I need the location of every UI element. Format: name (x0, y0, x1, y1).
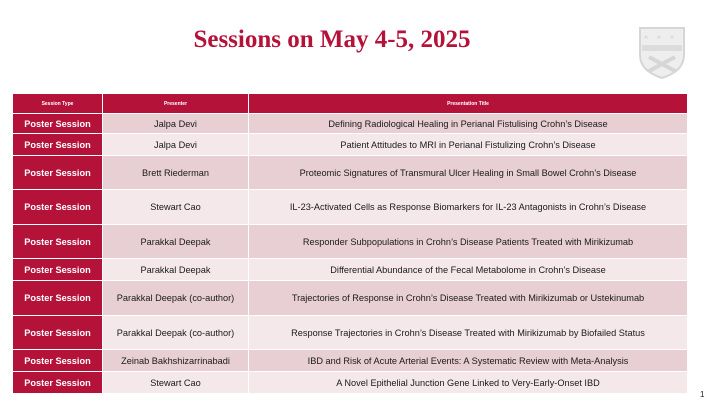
table-header-row (13, 94, 688, 114)
sessions-table (12, 93, 688, 394)
session-type-cell: Poster Session (13, 156, 103, 190)
table-row (13, 156, 688, 190)
presenter-cell: Parakkal Deepak (103, 225, 249, 259)
presenter-cell: Zeinab Bakhshizarrinabadi (103, 350, 249, 372)
page-title: Sessions on May 4-5, 2025 (193, 26, 471, 53)
table-row (13, 316, 688, 350)
presenter-cell: Stewart Cao (103, 190, 249, 225)
header-session-type: Session Type (13, 94, 103, 114)
session-type-cell: Poster Session (13, 316, 103, 350)
presenter-cell: Parakkal Deepak (co-author) (103, 281, 249, 316)
presentation-title-cell: Response Trajectories in Crohn’s Disease Treated with Mirikizumab by Biofailed Status (249, 316, 688, 350)
presenter-cell: Parakkal Deepak (co-author) (103, 316, 249, 350)
presentation-title-cell: Responder Subpopulations in Crohn’s Disease Patients Treated with Mirikizumab (249, 225, 688, 259)
session-type-cell: Poster Session (13, 350, 103, 372)
presenter-cell: Jalpa Devi (103, 114, 249, 134)
session-type-cell: Poster Session (13, 190, 103, 225)
page-number: 1 (700, 390, 705, 399)
header-presenter: Presenter (103, 94, 249, 114)
session-type-cell: Poster Session (13, 259, 103, 281)
session-type-cell: Poster Session (13, 372, 103, 394)
presentation-title-cell: Patient Attitudes to MRI in Perianal Fistulizing Crohn’s Disease (249, 134, 688, 156)
session-type-cell: Poster Session (13, 134, 103, 156)
presentation-title-cell: IL-23-Activated Cells as Response Biomarkers for IL-23 Antagonists in Crohn’s Disease (249, 190, 688, 225)
presentation-title-cell: Trajectories of Response in Crohn’s Disease Treated with Mirikizumab or Ustekinumab (249, 281, 688, 316)
presentation-title-cell: A Novel Epithelial Junction Gene Linked to Very-Early-Onset IBD (249, 372, 688, 394)
table-row (13, 190, 688, 225)
table-row (13, 225, 688, 259)
presenter-cell: Stewart Cao (103, 372, 249, 394)
session-type-cell: Poster Session (13, 114, 103, 134)
presentation-title-cell: Differential Abundance of the Fecal Metabolome in Crohn’s Disease (249, 259, 688, 281)
presentation-title-cell: IBD and Risk of Acute Arterial Events: A Systematic Review with Meta-Analysis (249, 350, 688, 372)
presentation-title-cell: Proteomic Signatures of Transmural Ulcer Healing in Small Bowel Crohn’s Disease (249, 156, 688, 190)
presentation-title-cell: Defining Radiological Healing in Perianal Fistulising Crohn’s Disease (249, 114, 688, 134)
table-row (13, 372, 688, 394)
presenter-cell: Parakkal Deepak (103, 259, 249, 281)
presenter-cell: Jalpa Devi (103, 134, 249, 156)
presenter-cell: Brett Riederman (103, 156, 249, 190)
table-row (13, 259, 688, 281)
session-type-cell: Poster Session (13, 225, 103, 259)
header-presentation-title: Presentation Title (249, 94, 688, 114)
session-type-cell: Poster Session (13, 281, 103, 316)
table-row (13, 114, 688, 134)
university-shield-logo-icon (637, 25, 687, 81)
table-row (13, 281, 688, 316)
table-row (13, 350, 688, 372)
table-row (13, 134, 688, 156)
